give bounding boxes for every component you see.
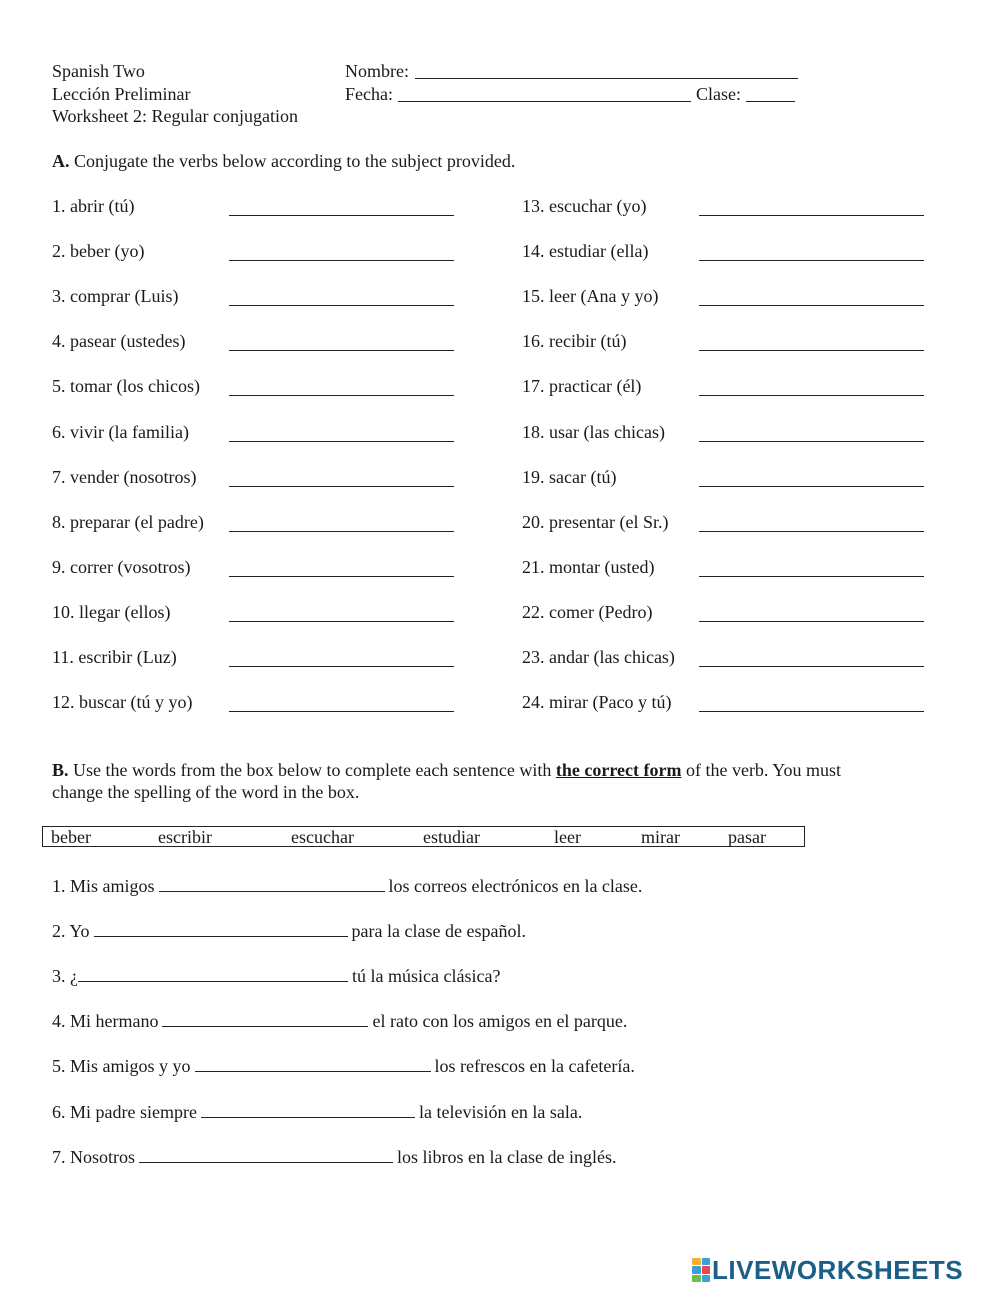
sentence-end: los correos electrónicos en la clase. [388,876,643,896]
verb-item-right: 18. usar (las chicas) [522,422,665,442]
word-bank-item: mirar [641,827,680,847]
sentence-item [52,1054,635,1077]
liveworksheets-logo [692,1256,963,1284]
verb-item-right: 13. escuchar (yo) [522,196,647,216]
answer-blank[interactable] [229,395,454,396]
verb-item-left: 1. abrir (tú) [52,196,135,216]
clase-label: Clase: [696,84,741,104]
answer-blank[interactable] [699,531,924,532]
answer-blank[interactable] [699,305,924,306]
verb-item-right: 23. andar (las chicas) [522,647,675,667]
answer-blank[interactable] [229,350,454,351]
answer-blank[interactable] [699,711,924,712]
sentence-item [52,919,526,942]
fecha-label: Fecha: [345,84,393,104]
answer-blank[interactable] [699,441,924,442]
verb-item-left: 4. pasear (ustedes) [52,331,186,351]
verb-item-left: 3. comprar (Luis) [52,286,179,306]
verb-item-right: 21. montar (usted) [522,557,655,577]
sentence-blank[interactable] [162,1009,368,1027]
word-bank-box [42,826,805,847]
sentence-blank[interactable] [94,919,348,937]
section-b-instructions: B. Use the words from the box below to complete each sentence with the correct form of the verb. You must [52,760,841,780]
clase-field[interactable] [746,101,795,102]
sentence-blank[interactable] [195,1054,431,1072]
verb-item-left: 8. preparar (el padre) [52,512,204,532]
verb-item-right: 24. mirar (Paco y tú) [522,692,672,712]
sentence-blank[interactable] [201,1100,415,1118]
lesson-title: Lección Preliminar [52,84,191,104]
section-b-instructions-line2: change the spelling of the word in the box. [52,782,360,802]
verb-item-right: 16. recibir (tú) [522,331,627,351]
sentence-start: 6. Mi padre siempre [52,1102,197,1122]
sentence-start: 4. Mi hermano [52,1011,159,1031]
logo-text: LIVEWORKSHEETS [712,1255,964,1285]
answer-blank[interactable] [699,621,924,622]
answer-blank[interactable] [229,486,454,487]
sentence-start: 2. Yo [52,921,90,941]
section-a-instructions: A. Conjugate the verbs below according to the subject provided. [52,151,516,171]
verb-item-left: 5. tomar (los chicos) [52,376,200,396]
sentence-start: 3. ¿ [52,966,78,986]
sentence-end: los libros en la clase de inglés. [397,1147,617,1167]
sentence-start: 5. Mis amigos y yo [52,1056,191,1076]
word-bank-item: pasar [728,827,766,847]
word-bank-item: escribir [158,827,212,847]
sentence-end: los refrescos en la cafetería. [434,1056,635,1076]
verb-item-left: 12. buscar (tú y yo) [52,692,193,712]
answer-blank[interactable] [229,711,454,712]
verb-item-right: 20. presentar (el Sr.) [522,512,669,532]
nombre-label: Nombre: [345,61,409,81]
sentence-item [52,1145,616,1168]
verb-item-right: 15. leer (Ana y yo) [522,286,659,306]
sentence-blank[interactable] [159,874,385,892]
emphasis-correct-form: the correct form [555,760,682,780]
answer-blank[interactable] [229,215,454,216]
answer-blank[interactable] [229,260,454,261]
sentence-end: la televisión en la sala. [418,1102,583,1122]
answer-blank[interactable] [229,441,454,442]
answer-blank[interactable] [229,531,454,532]
answer-blank[interactable] [699,395,924,396]
sentence-end: el rato con los amigos en el parque. [372,1011,628,1031]
verb-item-right: 22. comer (Pedro) [522,602,653,622]
word-bank-item: estudiar [423,827,480,847]
answer-blank[interactable] [699,215,924,216]
verb-item-right: 19. sacar (tú) [522,467,617,487]
answer-blank[interactable] [229,576,454,577]
sentence-item [52,1100,582,1123]
sentence-item [52,874,642,897]
verb-item-left: 11. escribir (Luz) [52,647,177,667]
verb-item-left: 9. correr (vosotros) [52,557,191,577]
answer-blank[interactable] [699,260,924,261]
sentence-end: tú la música clásica? [352,966,501,986]
answer-blank[interactable] [699,486,924,487]
sentence-blank[interactable] [78,964,348,982]
answer-blank[interactable] [229,621,454,622]
sentence-start: 1. Mis amigos [52,876,155,896]
sentence-item [52,964,500,987]
answer-blank[interactable] [699,666,924,667]
worksheet-title: Worksheet 2: Regular conjugation [52,106,298,126]
word-bank-item: escuchar [291,827,354,847]
nombre-field[interactable] [415,78,798,79]
verb-item-right: 14. estudiar (ella) [522,241,649,261]
word-bank-item: beber [51,827,91,847]
verb-item-left: 6. vivir (la familia) [52,422,189,442]
sentence-item [52,1009,627,1032]
answer-blank[interactable] [229,305,454,306]
fecha-field[interactable] [398,101,691,102]
verb-item-left: 10. llegar (ellos) [52,602,171,622]
word-bank-item: leer [554,827,581,847]
verb-item-left: 2. beber (yo) [52,241,145,261]
answer-blank[interactable] [699,576,924,577]
course-title: Spanish Two [52,61,145,81]
sentence-start: 7. Nosotros [52,1147,136,1167]
answer-blank[interactable] [699,350,924,351]
verb-item-left: 7. vender (nosotros) [52,467,197,487]
sentence-blank[interactable] [139,1145,393,1163]
liveworksheets-logo-icon [692,1258,710,1282]
answer-blank[interactable] [229,666,454,667]
sentence-end: para la clase de español. [351,921,526,941]
verb-item-right: 17. practicar (él) [522,376,642,396]
